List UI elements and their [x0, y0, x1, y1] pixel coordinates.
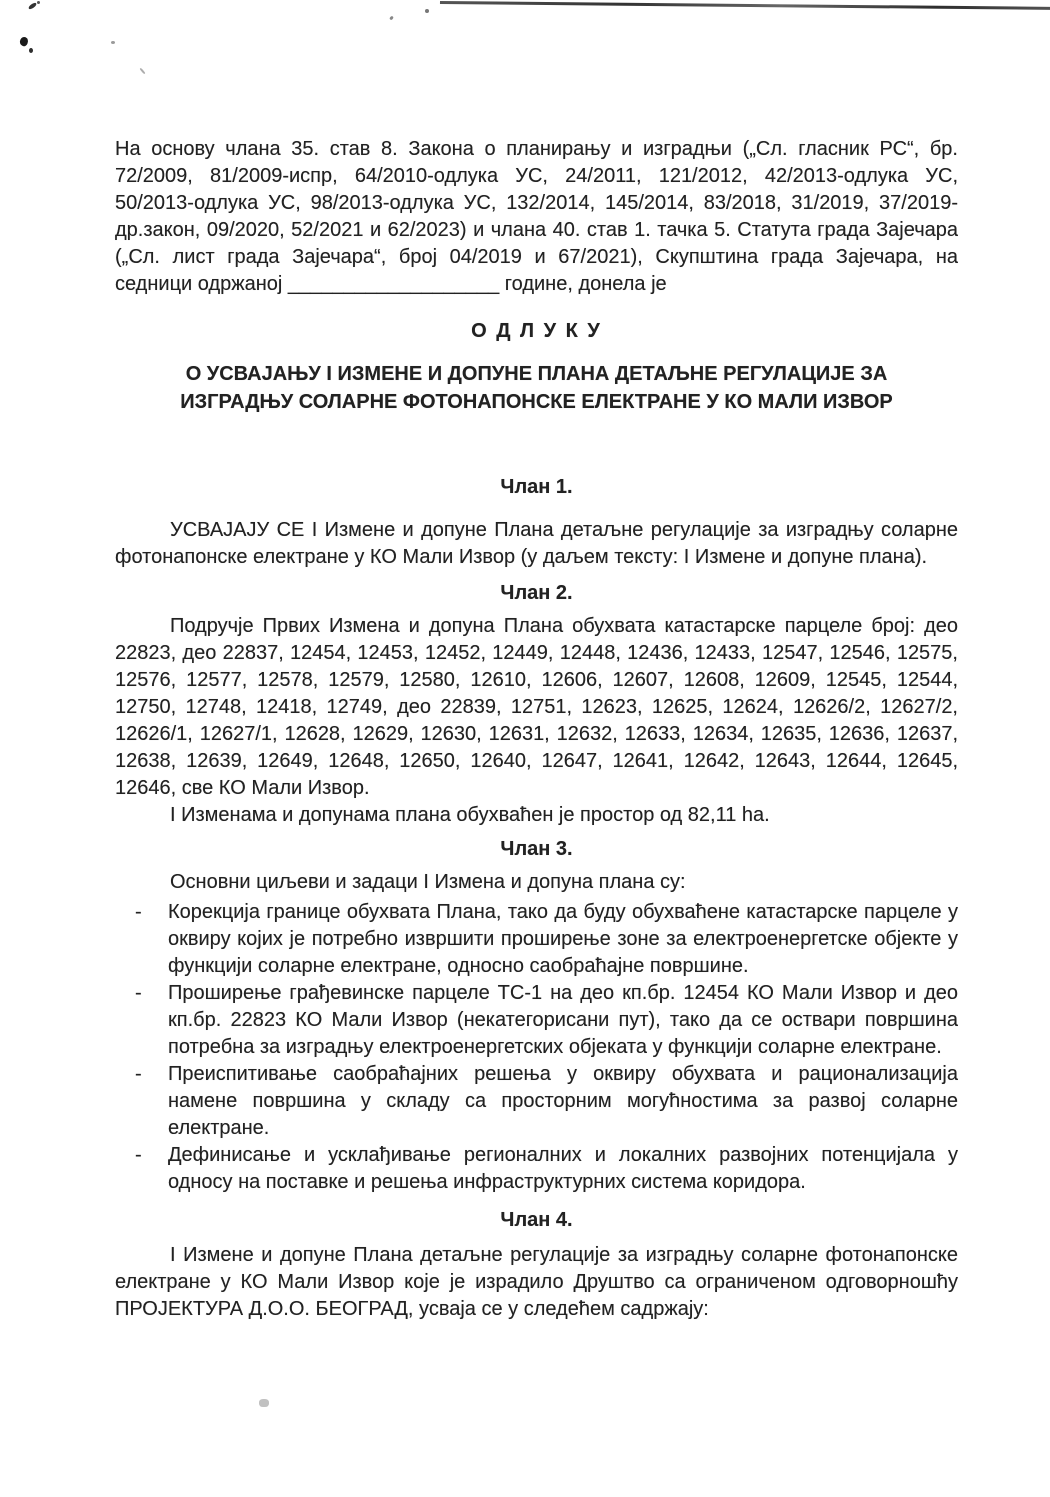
- goal-text: Проширење грађевинске парцеле ТС-1 на део кп.бр. 12454 КО Мали Извор и део кп.бр. 22823 КО Мали Извор (некатегорисани пут), тако да се оствари површина потребна за изградњу електроенергетских објеката у функцији соларне електране.: [168, 982, 958, 1058]
- goal-item: [135, 1142, 958, 1196]
- goal-text: Преиспитивање саобраћајних решења у оквиру обухвата и рационализација намене површина у складу са просторним могућностима за развој соларне електране.: [168, 1063, 958, 1139]
- article-4-heading: Члан 4.: [500, 1209, 573, 1231]
- article-2-heading: Члан 2.: [500, 582, 573, 604]
- goal-item: [135, 899, 958, 980]
- dash-bullet: -: [135, 1063, 142, 1085]
- article-4-paragraph: I Измене и допуне Плана детаљне регулације за изградњу соларне фотонапонске електране у КО Мали Извор које је израдило Друштво са ограниченом одговорношћу ПРОЈЕКТУРА Д.О.О. БЕОГРАД, усваја се у следећем садржају:: [115, 1244, 958, 1320]
- goal-item: [135, 1061, 958, 1142]
- article-1-paragraph: УСВАЈАЈУ СЕ I Измене и допуне Плана детаљне регулације за изградњу соларне фотонапонске електране у КО Мали Извор (у даљем тексту: I Измене и допуне плана).: [115, 519, 958, 568]
- article-2-paragraph-area: I Изменама и допунама плана обухваћен је простор од 82,11 ha.: [170, 804, 770, 826]
- scan-speck: [18, 36, 29, 48]
- scan-speck: [425, 9, 429, 13]
- scan-speck: [139, 68, 145, 75]
- goal-item: [135, 980, 958, 1061]
- decision-subtitle: О УСВАЈАЊУ I ИЗМЕНЕ И ДОПУНЕ ПЛАНА ДЕТАЉНЕ РЕГУЛАЦИЈЕ ЗА ИЗГРАДЊУ СОЛАРНЕ ФОТОНАПОНСКЕ ЕЛЕКТРАНЕ У КО МАЛИ ИЗВОР: [180, 363, 893, 413]
- scan-speck: [28, 2, 38, 10]
- scan-speck: [111, 41, 115, 44]
- decision-title: О Д Л У К У: [471, 320, 602, 342]
- dash-bullet: -: [135, 1144, 142, 1166]
- article-2-paragraph-parcels: Подручје Првих Измена и допуна Плана обухвата катастарске парцеле број: део 22823, део 22837, 12454, 12453, 12452, 12449, 12448, 12436, 12433, 12547, 12546, 12575, 12576, 12577, 12578, 12579, 12580, 12610, 12606, 12607, 12608, 12609, 12545, 12544, 12750, 12748, 12418, 12749, део 22839, 12751, 12623, 12625, 12624, 12626/2, 12627/2, 12626/1, 12627/1, 12628, 12629, 12630, 12631, 12632, 12633, 12634, 12635, 12636, 12637, 12638, 12639, 12649, 12648, 12650, 12640, 12647, 12641, 12642, 12643, 12644, 12645, 12646, све КО Мали Извор.: [115, 615, 958, 799]
- goal-text: Дефинисање и усклађивање регионалних и локалних развојних потенцијала у односу на поставке и решења инфраструктурних система коридора.: [168, 1144, 958, 1193]
- scan-speck: [389, 16, 394, 21]
- article-3-heading: Члан 3.: [500, 838, 573, 860]
- article-1-heading: Члан 1.: [500, 476, 573, 498]
- goal-text: Корекција границе обухвата Плана, тако да буду обухваћене катастарске парцеле у оквиру којих је потребно извршити проширење зоне за електроенергетске објекте у функцији соларне електране, односно саобраћајне површине.: [168, 901, 958, 977]
- scan-speck: [37, 1, 40, 4]
- dash-bullet: -: [135, 982, 142, 1004]
- scan-speck: [29, 48, 33, 53]
- scan-edge-artifact: [440, 1, 1050, 9]
- dash-bullet: -: [135, 901, 142, 923]
- goals-list: [115, 899, 958, 1196]
- article-3-intro: Основни циљеви и задаци I Измена и допуна плана су:: [170, 871, 686, 893]
- scan-speck: [259, 1399, 269, 1407]
- document-content: [115, 136, 958, 1323]
- intro-paragraph: На основу члана 35. став 8. Закона о планирању и изградњи („Сл. гласник РС“, бр. 72/2009, 81/2009-испр, 64/2010-одлука УС, 24/2011, 121/2012, 42/2013-одлука УС, 50/2013-одлука УС, 98/2013-одлука УС, 132/2014, 145/2014, 83/2018, 31/2019, 37/2019-др.закон, 09/2020, 52/2021 и 62/2023) и члана 40. став 1. тачка 5. Статута града Зајечара („Сл. лист града Зајечара“, број 04/2019 и 67/2021), Скупштина града Зајечара, на седници одржаној ___________________ године, донела је: [115, 138, 958, 295]
